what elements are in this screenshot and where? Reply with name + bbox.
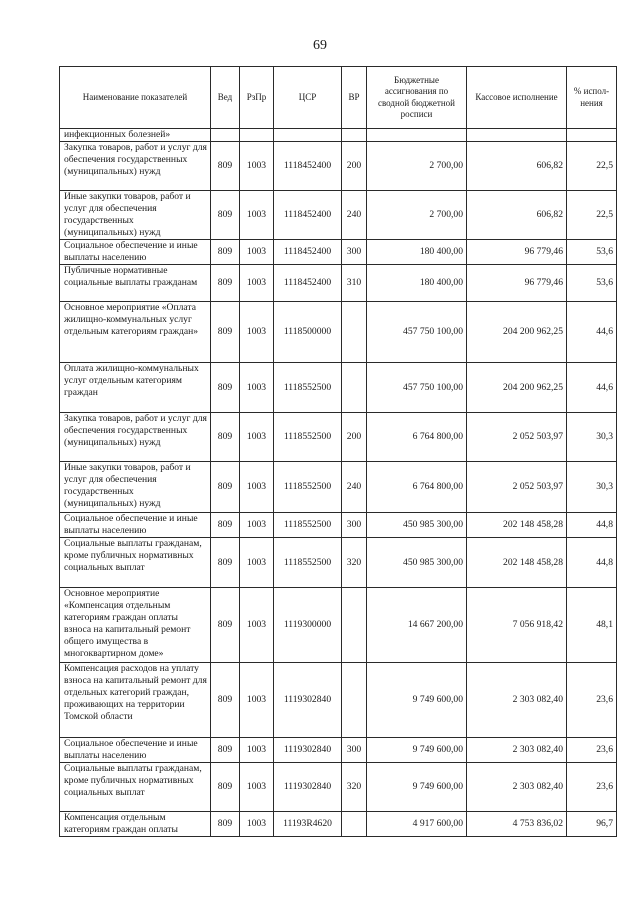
row-cash: 2 052 503,97 [467, 413, 567, 462]
row-vr: 320 [342, 763, 367, 812]
row-percent: 22,5 [567, 142, 617, 191]
row-rzpr: 1003 [240, 240, 274, 265]
row-rzpr: 1003 [240, 462, 274, 513]
row-ved: 809 [211, 413, 240, 462]
row-percent: 23,6 [567, 738, 617, 763]
row-csr: 1119302840 [274, 763, 342, 812]
row-csr: 1118452400 [274, 191, 342, 240]
row-cash: 202 148 458,28 [467, 513, 567, 538]
row-ved: 809 [211, 812, 240, 837]
row-ved: 809 [211, 763, 240, 812]
row-budget: 2 700,00 [367, 191, 467, 240]
row-vr: 300 [342, 240, 367, 265]
row-rzpr: 1003 [240, 191, 274, 240]
row-csr: 1119300000 [274, 588, 342, 663]
row-budget [367, 129, 467, 142]
table-row [60, 513, 617, 538]
row-csr: 1118552500 [274, 513, 342, 538]
row-cash: 2 052 503,97 [467, 462, 567, 513]
row-cash: 96 779,46 [467, 265, 567, 302]
row-budget: 450 985 300,00 [367, 538, 467, 588]
header-rzpr: РзПр [240, 67, 274, 129]
table-header [60, 67, 617, 129]
row-csr: 1119302840 [274, 738, 342, 763]
row-percent: 48,1 [567, 588, 617, 663]
row-percent: 30,3 [567, 462, 617, 513]
row-rzpr: 1003 [240, 302, 274, 363]
row-vr [342, 812, 367, 837]
row-budget: 450 985 300,00 [367, 513, 467, 538]
table-row [60, 462, 617, 513]
row-rzpr [240, 129, 274, 142]
table-row [60, 413, 617, 462]
table-row [60, 240, 617, 265]
row-ved: 809 [211, 240, 240, 265]
row-cash [467, 129, 567, 142]
table-row [60, 363, 617, 413]
row-vr [342, 363, 367, 413]
row-name: Компенсация расходов на уплату взноса на капитальный ремонт для отдельных категорий граждан, проживающих на территории Томской области [60, 663, 211, 738]
row-budget: 9 749 600,00 [367, 663, 467, 738]
row-ved: 809 [211, 302, 240, 363]
row-rzpr: 1003 [240, 812, 274, 837]
row-csr: 1118452400 [274, 142, 342, 191]
row-budget: 9 749 600,00 [367, 738, 467, 763]
row-percent: 44,6 [567, 363, 617, 413]
row-ved: 809 [211, 142, 240, 191]
row-percent: 53,6 [567, 240, 617, 265]
row-name: Оплата жилищно-коммунальных услуг отдельным категориям граждан [60, 363, 211, 413]
row-budget: 180 400,00 [367, 265, 467, 302]
header-cash: Кассовое исполнение [467, 67, 567, 129]
row-vr [342, 663, 367, 738]
table-row [60, 588, 617, 663]
row-name: Иные закупки товаров, работ и услуг для обеспечения государственных (муниципальных) нужд [60, 191, 211, 240]
row-name: Социальное обеспечение и иные выплаты населению [60, 240, 211, 265]
row-rzpr: 1003 [240, 738, 274, 763]
row-csr: 1118552500 [274, 462, 342, 513]
table-row [60, 129, 617, 142]
row-vr [342, 588, 367, 663]
row-csr [274, 129, 342, 142]
table-row [60, 538, 617, 588]
row-rzpr: 1003 [240, 538, 274, 588]
row-cash: 7 056 918,42 [467, 588, 567, 663]
row-rzpr: 1003 [240, 663, 274, 738]
row-budget: 457 750 100,00 [367, 302, 467, 363]
row-rzpr: 1003 [240, 363, 274, 413]
row-ved: 809 [211, 588, 240, 663]
row-percent: 23,6 [567, 763, 617, 812]
row-budget: 9 749 600,00 [367, 763, 467, 812]
row-rzpr: 1003 [240, 413, 274, 462]
row-name: Основное мероприятие «Оплата жилищно-коммунальных услуг отдельным категориям граждан» [60, 302, 211, 363]
row-name: Иные закупки товаров, работ и услуг для обеспечения государственных (муниципальных) нужд [60, 462, 211, 513]
row-vr [342, 129, 367, 142]
row-name: Основное мероприятие «Компенсация отдельным категориям граждан оплаты взноса на капитальный ремонт общего имущества в многоквартирном доме» [60, 588, 211, 663]
row-name: Компенсация отдельным категориям граждан оплаты [60, 812, 211, 837]
row-csr: 1118500000 [274, 302, 342, 363]
row-percent: 22,5 [567, 191, 617, 240]
table-row [60, 663, 617, 738]
row-budget: 2 700,00 [367, 142, 467, 191]
table-row [60, 265, 617, 302]
row-cash: 2 303 082,40 [467, 663, 567, 738]
row-name: Социальные выплаты гражданам, кроме публичных нормативных социальных выплат [60, 538, 211, 588]
row-ved: 809 [211, 363, 240, 413]
row-cash: 204 200 962,25 [467, 302, 567, 363]
row-budget: 6 764 800,00 [367, 413, 467, 462]
row-budget: 4 917 600,00 [367, 812, 467, 837]
row-rzpr: 1003 [240, 763, 274, 812]
row-percent: 96,7 [567, 812, 617, 837]
row-csr: 1118552500 [274, 538, 342, 588]
row-cash: 202 148 458,28 [467, 538, 567, 588]
row-name: Закупка товаров, работ и услуг для обеспечения государственных (муниципальных) нужд [60, 413, 211, 462]
table-row [60, 142, 617, 191]
row-csr: 1119302840 [274, 663, 342, 738]
row-csr: 1118452400 [274, 240, 342, 265]
row-name: инфекционных болезней» [60, 129, 211, 142]
row-rzpr: 1003 [240, 142, 274, 191]
row-rzpr: 1003 [240, 588, 274, 663]
row-cash: 606,82 [467, 191, 567, 240]
row-ved: 809 [211, 663, 240, 738]
row-ved: 809 [211, 265, 240, 302]
header-name: Наименование показателей [60, 67, 211, 129]
row-ved: 809 [211, 538, 240, 588]
row-vr: 240 [342, 191, 367, 240]
header-row [60, 67, 617, 129]
header-csr: ЦСР [274, 67, 342, 129]
row-budget: 6 764 800,00 [367, 462, 467, 513]
row-budget: 14 667 200,00 [367, 588, 467, 663]
row-rzpr: 1003 [240, 265, 274, 302]
row-name: Публичные нормативные социальные выплаты гражданам [60, 265, 211, 302]
row-percent: 30,3 [567, 413, 617, 462]
row-vr: 200 [342, 413, 367, 462]
row-vr: 240 [342, 462, 367, 513]
row-ved: 809 [211, 738, 240, 763]
row-vr: 300 [342, 513, 367, 538]
header-percent: % испол-нения [567, 67, 617, 129]
table-row [60, 763, 617, 812]
header-ved: Вед [211, 67, 240, 129]
page-number: 69 [313, 38, 327, 53]
row-vr [342, 302, 367, 363]
row-csr: 11193R4620 [274, 812, 342, 837]
row-name: Закупка товаров, работ и услуг для обеспечения государственных (муниципальных) нужд [60, 142, 211, 191]
row-cash: 4 753 836,02 [467, 812, 567, 837]
table-row [60, 191, 617, 240]
row-budget: 457 750 100,00 [367, 363, 467, 413]
row-ved: 809 [211, 513, 240, 538]
row-csr: 1118552500 [274, 413, 342, 462]
row-vr: 320 [342, 538, 367, 588]
row-name: Социальное обеспечение и иные выплаты населению [60, 738, 211, 763]
row-vr: 300 [342, 738, 367, 763]
row-percent [567, 129, 617, 142]
row-percent: 44,8 [567, 513, 617, 538]
row-vr: 200 [342, 142, 367, 191]
row-csr: 1118452400 [274, 265, 342, 302]
row-percent: 44,8 [567, 538, 617, 588]
table-row [60, 738, 617, 763]
row-budget: 180 400,00 [367, 240, 467, 265]
table-row [60, 302, 617, 363]
header-vr: ВР [342, 67, 367, 129]
row-percent: 53,6 [567, 265, 617, 302]
row-csr: 1118552500 [274, 363, 342, 413]
row-percent: 44,6 [567, 302, 617, 363]
row-name: Социальное обеспечение и иные выплаты населению [60, 513, 211, 538]
row-cash: 2 303 082,40 [467, 738, 567, 763]
row-vr: 310 [342, 265, 367, 302]
table-body [60, 129, 617, 837]
row-rzpr: 1003 [240, 513, 274, 538]
row-cash: 96 779,46 [467, 240, 567, 265]
row-percent: 23,6 [567, 663, 617, 738]
row-ved: 809 [211, 191, 240, 240]
row-cash: 204 200 962,25 [467, 363, 567, 413]
row-ved: 809 [211, 462, 240, 513]
header-budget: Бюджетные ассигнования по сводной бюджетной росписи [367, 67, 467, 129]
budget-execution-table [59, 66, 617, 837]
row-name: Социальные выплаты гражданам, кроме публичных нормативных социальных выплат [60, 763, 211, 812]
table-row [60, 812, 617, 837]
row-cash: 2 303 082,40 [467, 763, 567, 812]
row-ved [211, 129, 240, 142]
row-cash: 606,82 [467, 142, 567, 191]
